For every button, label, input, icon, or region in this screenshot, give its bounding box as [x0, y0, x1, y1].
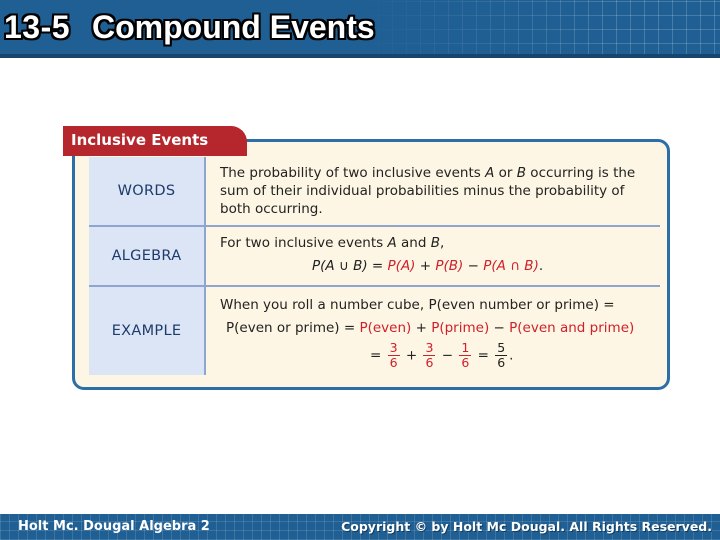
- row-divider-1: [89, 225, 660, 227]
- footer-course: Holt Mc. Dougal Algebra 2: [18, 519, 210, 534]
- lesson-title: Compound Events: [92, 9, 375, 45]
- footer-copyright: Copyright © by Holt Mc Dougal. All Rights Reserved.: [341, 519, 712, 534]
- words-line-2: sum of their individual probabilities minus the probability of: [220, 183, 625, 199]
- lesson-number: 13-5: [4, 9, 71, 45]
- words-line-3: both occurring.: [220, 201, 323, 217]
- column-divider: [204, 157, 206, 375]
- header-banner: [0, 0, 720, 58]
- words-line-1: The probability of two inclusive events A or B occurring is the: [220, 165, 636, 181]
- footer-bar: [0, 514, 720, 540]
- words-label: WORDS: [89, 157, 204, 225]
- header-stripe: [0, 54, 720, 58]
- concept-tab: [63, 126, 247, 156]
- example-label: EXAMPLE: [89, 287, 204, 375]
- algebra-line-1: For two inclusive events A and B,: [220, 235, 445, 251]
- fraction-3: $\frac{1}{6}$: [461, 340, 470, 370]
- fraction-2: $\frac{3}{6}$: [425, 340, 434, 370]
- algebra-label: ALGEBRA: [89, 227, 204, 285]
- row-divider-2: [89, 285, 660, 287]
- concept-tab-label: Inclusive Events: [71, 131, 209, 149]
- fraction-1: $\frac{3}{6}$: [389, 340, 398, 370]
- algebra-formula: P(A ∪ B) = P(A) + P(B) − P(A ∩ B).: [312, 258, 544, 274]
- example-line-1: When you roll a number cube, P(even number or prime) =: [220, 297, 615, 313]
- example-line-3: = $\frac{3}{6}$ + $\frac{3}{6}$ − $\frac{1}{6}$ = $\frac{5}{6}$ .: [370, 340, 514, 370]
- example-line-2: P(even or prime) = P(even) + P(prime) − P(even and prime): [226, 320, 635, 336]
- fraction-4: $\frac{5}{6}$: [497, 340, 506, 370]
